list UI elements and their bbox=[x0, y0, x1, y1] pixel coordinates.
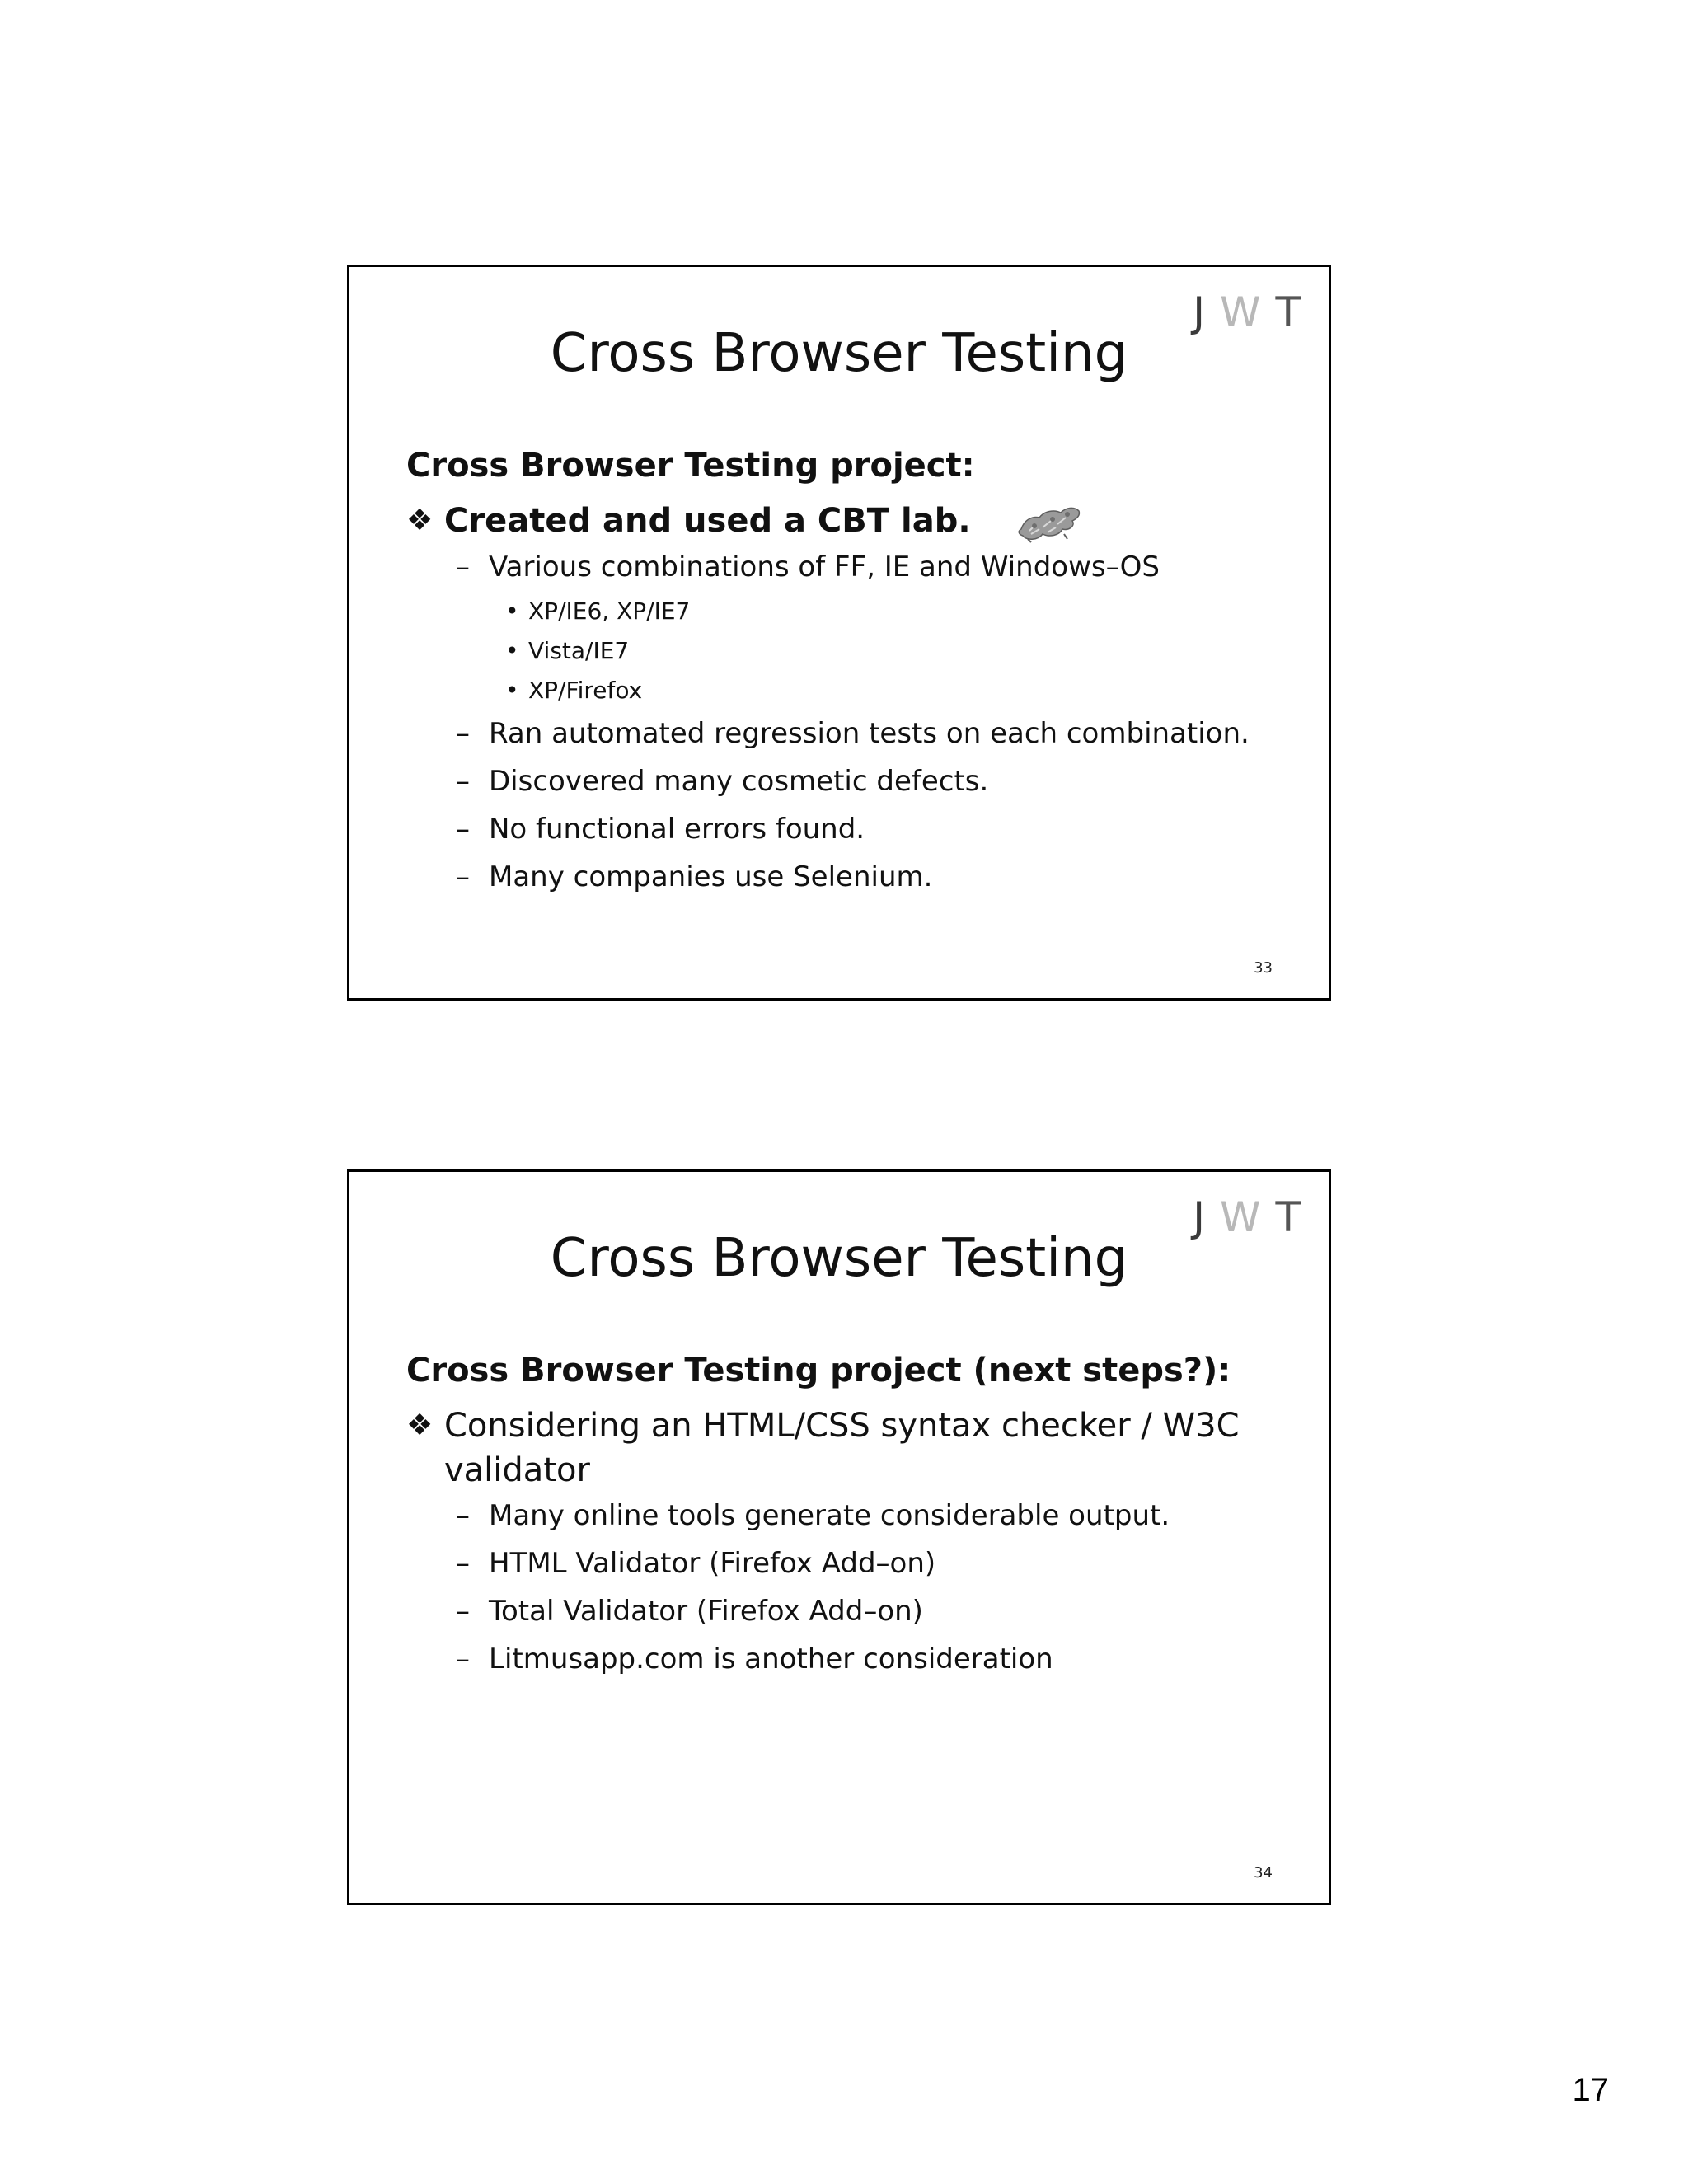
slide-33 bbox=[347, 265, 1331, 1001]
list-item bbox=[456, 1641, 1279, 1677]
list-item bbox=[456, 1545, 1279, 1582]
diamond-bullet-icon: ❖ bbox=[406, 504, 434, 537]
dash-bullet-icon: – bbox=[456, 765, 470, 798]
bullet-level1 bbox=[406, 499, 1279, 544]
dash-bullet-icon: – bbox=[456, 1499, 470, 1532]
sub-list-item-text: Vista/IE7 bbox=[528, 637, 630, 664]
logo-letter-t: T bbox=[1275, 288, 1301, 336]
slide-heading: Cross Browser Testing project: bbox=[406, 447, 975, 485]
slide-heading: Cross Browser Testing project (next steps?): bbox=[406, 1352, 1231, 1390]
list-item-text: Ran automated regression tests on each combination. bbox=[489, 717, 1250, 750]
list-item bbox=[456, 859, 1279, 895]
list-item bbox=[456, 549, 1279, 585]
list-item bbox=[456, 1593, 1279, 1629]
bullet-text: Considering an HTML/CSS syntax checker / W3C validator bbox=[444, 1407, 1240, 1489]
dash-bullet-icon: – bbox=[456, 1595, 470, 1628]
list-item-text: Various combinations of FF, IE and Windows–OS bbox=[489, 551, 1160, 583]
logo-letter-j: J bbox=[1193, 288, 1220, 336]
slide-number: 33 bbox=[1254, 959, 1273, 977]
dash-bullet-icon: – bbox=[456, 1547, 470, 1580]
page-number: 17 bbox=[1572, 2072, 1609, 2108]
sub-list-item bbox=[505, 636, 1279, 666]
dash-bullet-icon: – bbox=[456, 860, 470, 893]
list-item bbox=[456, 1497, 1279, 1534]
dot-bullet-icon: • bbox=[505, 677, 519, 704]
bullet-text: Created and used a CBT lab. bbox=[444, 502, 971, 540]
list-item bbox=[456, 811, 1279, 847]
list-item-text: Many online tools generate considerable output. bbox=[489, 1499, 1170, 1532]
logo-letter-w: W bbox=[1220, 1193, 1276, 1241]
dash-bullet-icon: – bbox=[456, 1643, 470, 1675]
slide-number: 34 bbox=[1254, 1864, 1273, 1882]
list-item-text: Many companies use Selenium. bbox=[489, 860, 933, 893]
dot-bullet-icon: • bbox=[505, 598, 519, 625]
logo-letter-t: T bbox=[1275, 1193, 1301, 1241]
dash-bullet-icon: – bbox=[456, 717, 470, 750]
bullet-level1 bbox=[406, 1404, 1279, 1493]
dash-bullet-icon: – bbox=[456, 551, 470, 583]
list-item-text: Discovered many cosmetic defects. bbox=[489, 765, 989, 798]
list-item-text: No functional errors found. bbox=[489, 813, 865, 846]
slide-body bbox=[406, 1349, 1279, 1689]
diamond-bullet-icon: ❖ bbox=[406, 1408, 434, 1442]
list-item-text: Total Validator (Firefox Add–on) bbox=[489, 1595, 923, 1628]
list-item bbox=[456, 763, 1279, 799]
slide-title: Cross Browser Testing bbox=[550, 1228, 1128, 1289]
list-item-text: Litmusapp.com is another consideration bbox=[489, 1643, 1053, 1675]
dash-bullet-icon: – bbox=[456, 813, 470, 846]
lab-clipart-icon bbox=[1015, 501, 1082, 544]
logo-letter-j: J bbox=[1193, 1193, 1220, 1241]
logo-letter-w: W bbox=[1220, 288, 1276, 336]
list-item bbox=[456, 715, 1279, 752]
slide-body bbox=[406, 444, 1279, 907]
slide-title: Cross Browser Testing bbox=[550, 323, 1128, 384]
sub-list-item-text: XP/Firefox bbox=[528, 677, 643, 704]
list-item-text: HTML Validator (Firefox Add–on) bbox=[489, 1547, 936, 1580]
sub-list-item-text: XP/IE6, XP/IE7 bbox=[528, 598, 691, 625]
sub-list-item bbox=[505, 597, 1279, 626]
slide-34 bbox=[347, 1169, 1331, 1905]
dot-bullet-icon: • bbox=[505, 637, 519, 664]
sub-list-item bbox=[505, 676, 1279, 705]
